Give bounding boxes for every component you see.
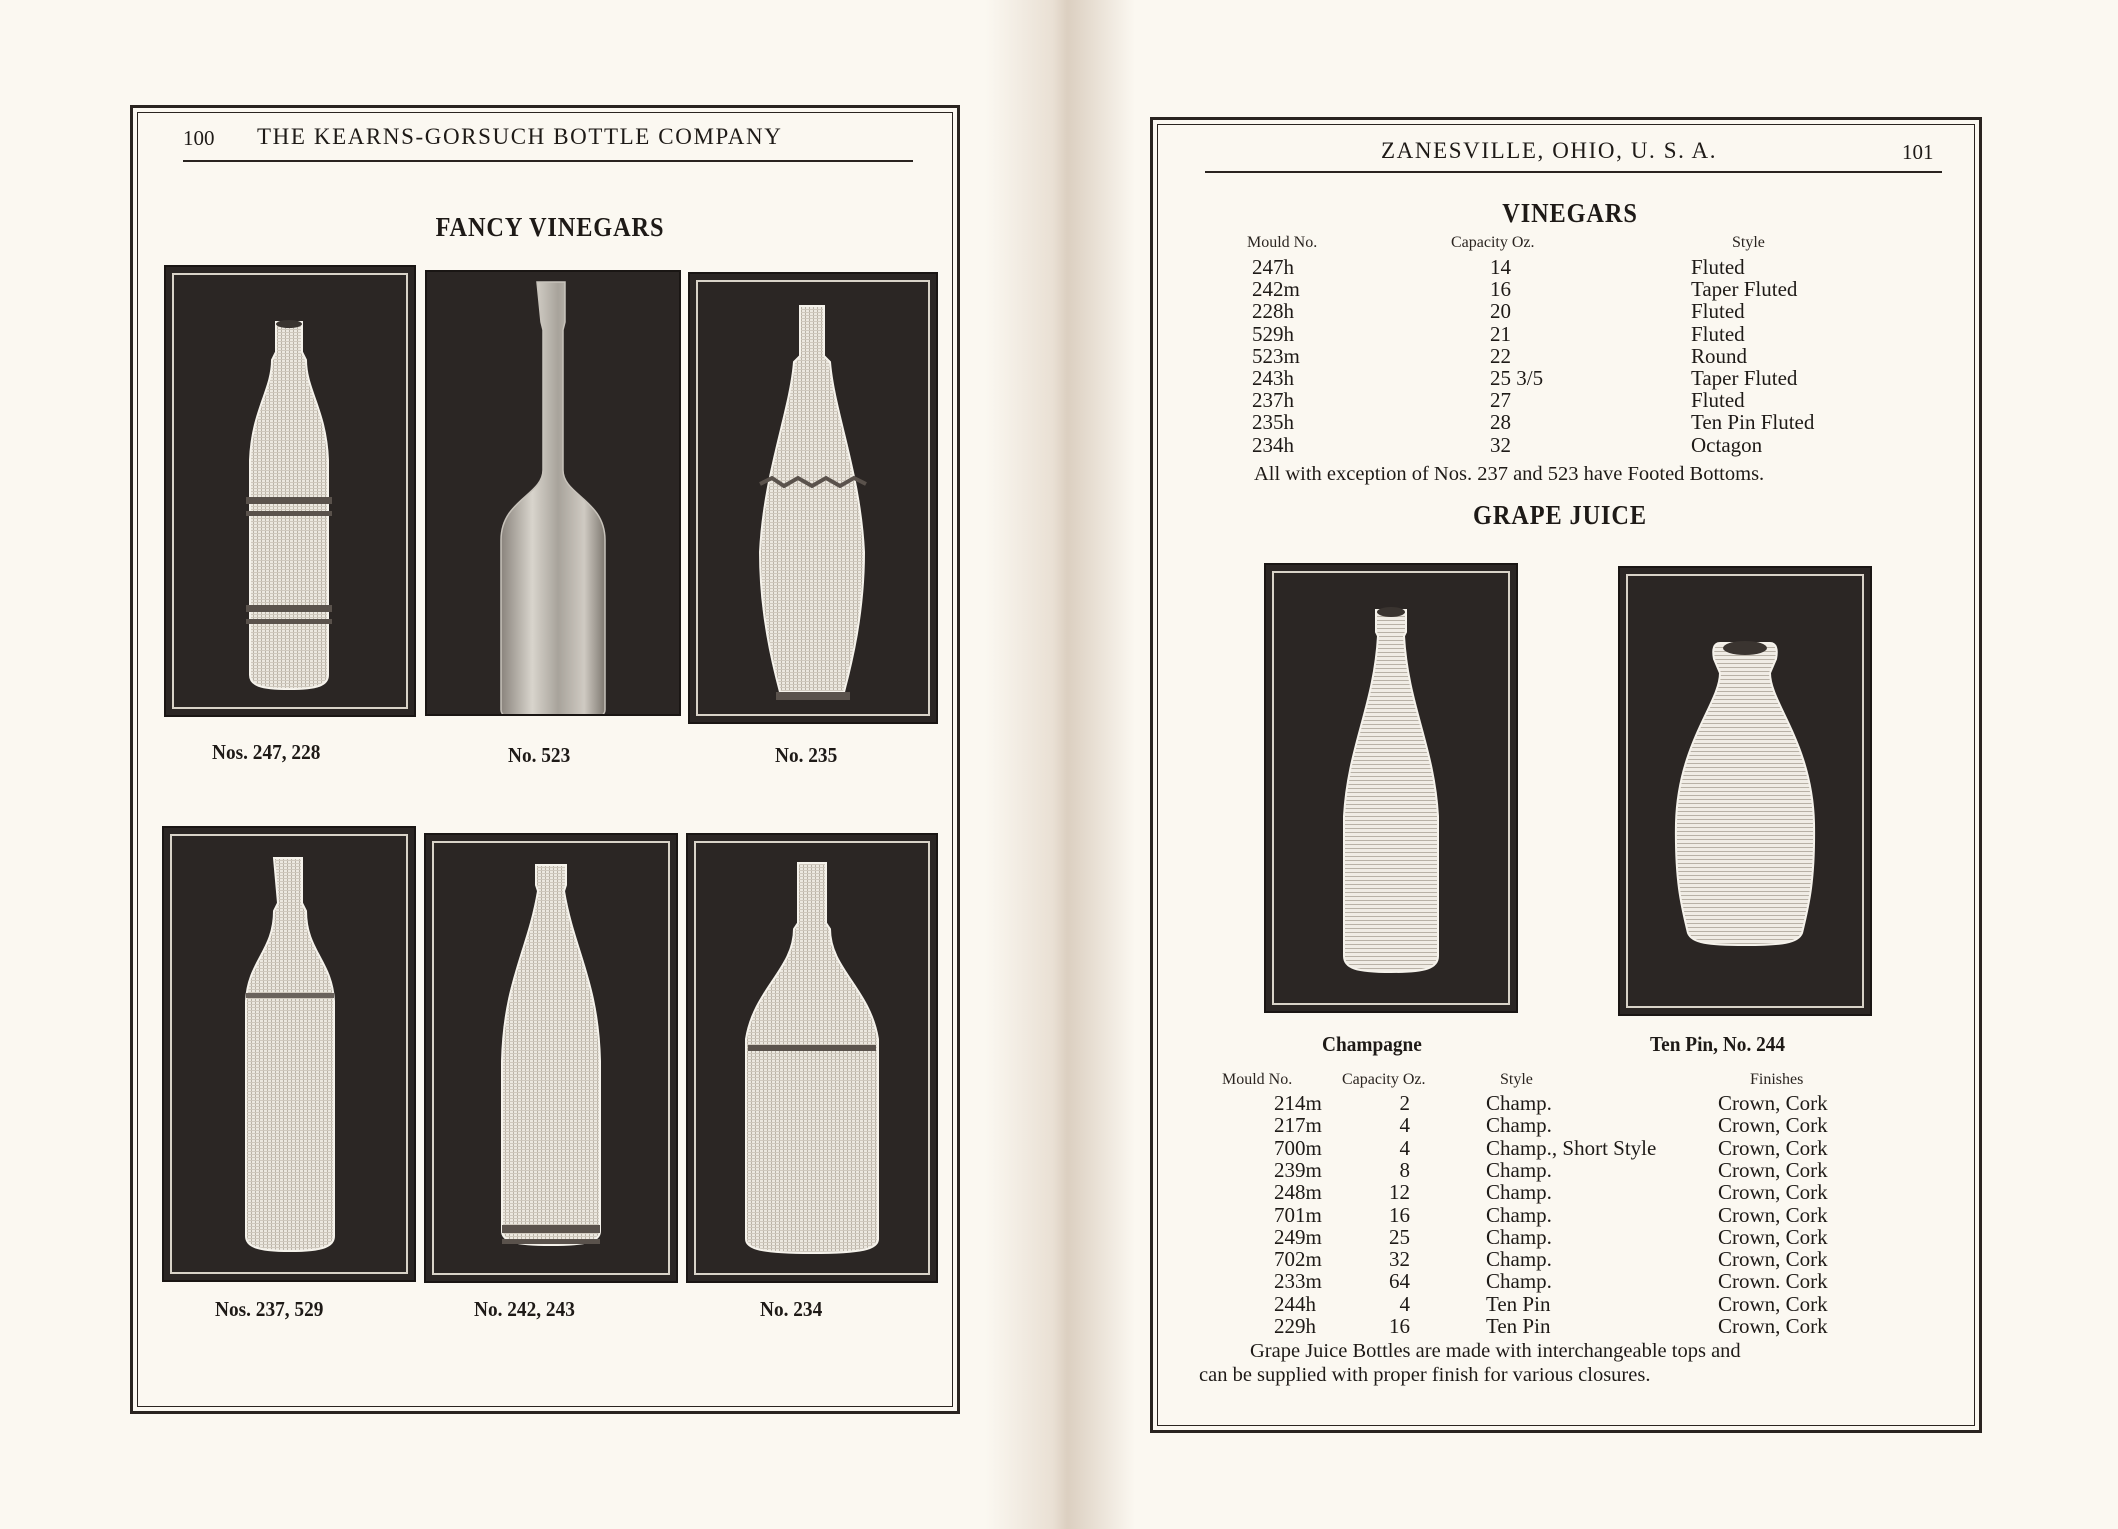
vinegars-style-cell: Taper Fluted [1691,366,1798,390]
grape-capacity-cell: 4 [1399,1291,1410,1316]
vinegars-capacity-cell: 22 [1490,343,1511,368]
photo-bottle-237-529 [162,826,416,1282]
vinegars-style-cell: Fluted [1691,388,1745,413]
grape-finishes-cell: Crown, Cork [1718,1180,1828,1205]
right-running-head: ZANESVILLE, OHIO, U. S. A. [1381,138,1718,163]
vinegars-style-cell: Fluted [1691,321,1745,346]
ten-pin-bottle-icon [1620,568,1870,1014]
vinegars-mould-cell: 243h [1252,366,1294,390]
grape-mould-cell: 233m [1274,1269,1322,1294]
vinegars-mould-cell: 235h [1252,410,1294,435]
taper-fluted-bottle-icon [426,835,676,1281]
grape-mould-cell: 248m [1274,1180,1322,1205]
vinegars-style-cell: Fluted [1691,299,1745,324]
grape-style-cell: Ten Pin [1486,1314,1551,1338]
vinegars-mould-cell: 234h [1252,432,1294,457]
grape-mould-cell: 239m [1274,1157,1322,1182]
vinegars-col-mould: Mould No. [1247,234,1318,251]
grape-juice-title: GRAPE JUICE [1473,500,1647,530]
left-page-number: 100 [183,126,215,150]
vinegars-title: VINEGARS [1502,198,1638,228]
vinegars-capacity-cell: 27 [1490,388,1511,413]
grape-capacity-cell: 16 [1389,1314,1410,1338]
grape-mould-cell: 244h [1274,1291,1316,1316]
ten-pin-fluted-bottle-icon [690,274,936,722]
vinegars-style-cell: Taper Fluted [1691,277,1798,302]
grape-juice-note-line1: Grape Juice Bottles are made with interchangeable tops and [1250,1340,1741,1362]
grape-style-cell: Champ. [1486,1113,1552,1138]
grape-mould-cell: 217m [1274,1113,1322,1138]
caption-no-234: No. 234 [760,1297,823,1321]
grape-col-finishes: Finishes [1750,1071,1804,1088]
caption-nos-237-529: Nos. 237, 529 [215,1297,324,1321]
vinegars-mould-cell: 242m [1252,277,1300,302]
grape-capacity-cell: 32 [1389,1247,1410,1272]
grape-juice-note-line2: can be supplied with proper finish for various closures. [1199,1364,1651,1386]
grape-style-cell: Champ. [1486,1224,1552,1249]
vinegars-capacity-cell: 32 [1490,432,1511,457]
grape-style-cell: Champ. [1486,1091,1552,1115]
grape-mould-cell: 700m [1274,1135,1322,1160]
grape-finishes-cell: Crown, Cork [1718,1314,1828,1338]
grape-capacity-cell: 2 [1399,1091,1410,1115]
right-header-rule [1205,171,1942,173]
photo-bottle-242-243 [424,833,678,1283]
left-header-rule [183,160,913,162]
grape-finishes-cell: Crown, Cork [1718,1291,1828,1316]
vinegars-mould-cell: 228h [1252,299,1294,324]
grape-finishes-cell: Crown, Cork [1718,1113,1828,1138]
vinegars-footnote: All with exception of Nos. 237 and 523 have Footed Bottoms. [1254,463,1765,485]
caption-no-242-243: No. 242, 243 [474,1297,575,1321]
grape-mould-cell: 229h [1274,1314,1316,1338]
vinegars-style-cell: Round [1691,343,1748,368]
caption-nos-247-228: Nos. 247, 228 [212,740,321,764]
photo-bottle-235 [688,272,938,724]
grape-style-cell: Champ. [1486,1157,1552,1182]
photo-bottle-234 [686,833,938,1283]
grape-finishes-cell: Crown, Cork [1718,1202,1828,1227]
grape-col-capacity: Capacity Oz. [1342,1071,1426,1088]
vinegars-mould-cell: 523m [1252,343,1300,368]
grape-capacity-cell: 25 [1389,1224,1410,1249]
vinegars-capacity-cell: 21 [1490,321,1511,346]
vinegars-capacity-cell: 14 [1490,255,1511,279]
grape-capacity-cell: 16 [1389,1202,1410,1227]
grape-capacity-cell: 4 [1399,1135,1410,1160]
grape-style-cell: Champ. [1486,1269,1552,1294]
grape-style-cell: Champ. [1486,1202,1552,1227]
photo-ten-pin-bottle [1618,566,1872,1016]
fluted-banded-bottle-icon [166,267,414,715]
grape-style-cell: Champ., Short Style [1486,1135,1657,1160]
caption-no-523: No. 523 [508,743,571,767]
grape-finishes-cell: Crown, Cork [1718,1247,1828,1272]
vinegars-capacity-cell: 16 [1490,277,1511,302]
vinegars-capacity-cell: 25 3/5 [1490,366,1544,390]
grape-col-style: Style [1500,1071,1533,1088]
vinegars-capacity-cell: 20 [1490,299,1511,324]
grape-style-cell: Champ. [1486,1180,1552,1205]
fancy-vinegars-title: FANCY VINEGARS [435,212,665,242]
vinegars-style-cell: Ten Pin Fluted [1691,410,1815,435]
vinegars-col-capacity: Capacity Oz. [1451,234,1535,251]
octagon-bottle-icon [688,835,936,1281]
vinegars-col-style: Style [1732,234,1765,251]
grape-style-cell: Ten Pin [1486,1291,1551,1316]
grape-finishes-cell: Crown, Cork [1718,1224,1828,1249]
vinegars-mould-cell: 247h [1252,255,1294,279]
grape-col-mould: Mould No. [1222,1071,1293,1088]
vinegars-mould-cell: 237h [1252,388,1294,413]
vinegars-style-cell: Octagon [1691,432,1763,457]
right-page-number: 101 [1902,140,1934,164]
grape-mould-cell: 214m [1274,1091,1322,1115]
vinegars-style-cell: Fluted [1691,255,1745,279]
photo-bottle-523 [425,270,681,716]
grape-capacity-cell: 4 [1399,1113,1410,1138]
photo-champagne-bottle [1264,563,1518,1013]
grape-mould-cell: 701m [1274,1202,1322,1227]
vinegars-capacity-cell: 28 [1490,410,1511,435]
grape-mould-cell: 249m [1274,1224,1322,1249]
champagne-bottle-icon [1266,565,1516,1011]
round-bottle-icon [427,272,679,714]
grape-capacity-cell: 64 [1389,1269,1410,1294]
grape-finishes-cell: Crown, Cork [1718,1135,1828,1160]
caption-no-235: No. 235 [775,743,838,767]
grape-capacity-cell: 12 [1389,1180,1410,1205]
book-gutter [985,0,1135,1529]
grape-finishes-cell: Crown, Cork [1718,1091,1828,1115]
photo-bottle-247-228 [164,265,416,717]
vinegars-mould-cell: 529h [1252,321,1294,346]
left-running-head: THE KEARNS-GORSUCH BOTTLE COMPANY [257,124,783,149]
caption-ten-pin-244: Ten Pin, No. 244 [1650,1032,1786,1056]
fluted-bottle-icon [164,828,414,1280]
grape-style-cell: Champ. [1486,1247,1552,1272]
grape-mould-cell: 702m [1274,1247,1322,1272]
grape-finishes-cell: Crown. Cork [1718,1269,1828,1294]
grape-finishes-cell: Crown, Cork [1718,1157,1828,1182]
grape-capacity-cell: 8 [1399,1157,1410,1182]
caption-champagne: Champagne [1322,1032,1422,1056]
